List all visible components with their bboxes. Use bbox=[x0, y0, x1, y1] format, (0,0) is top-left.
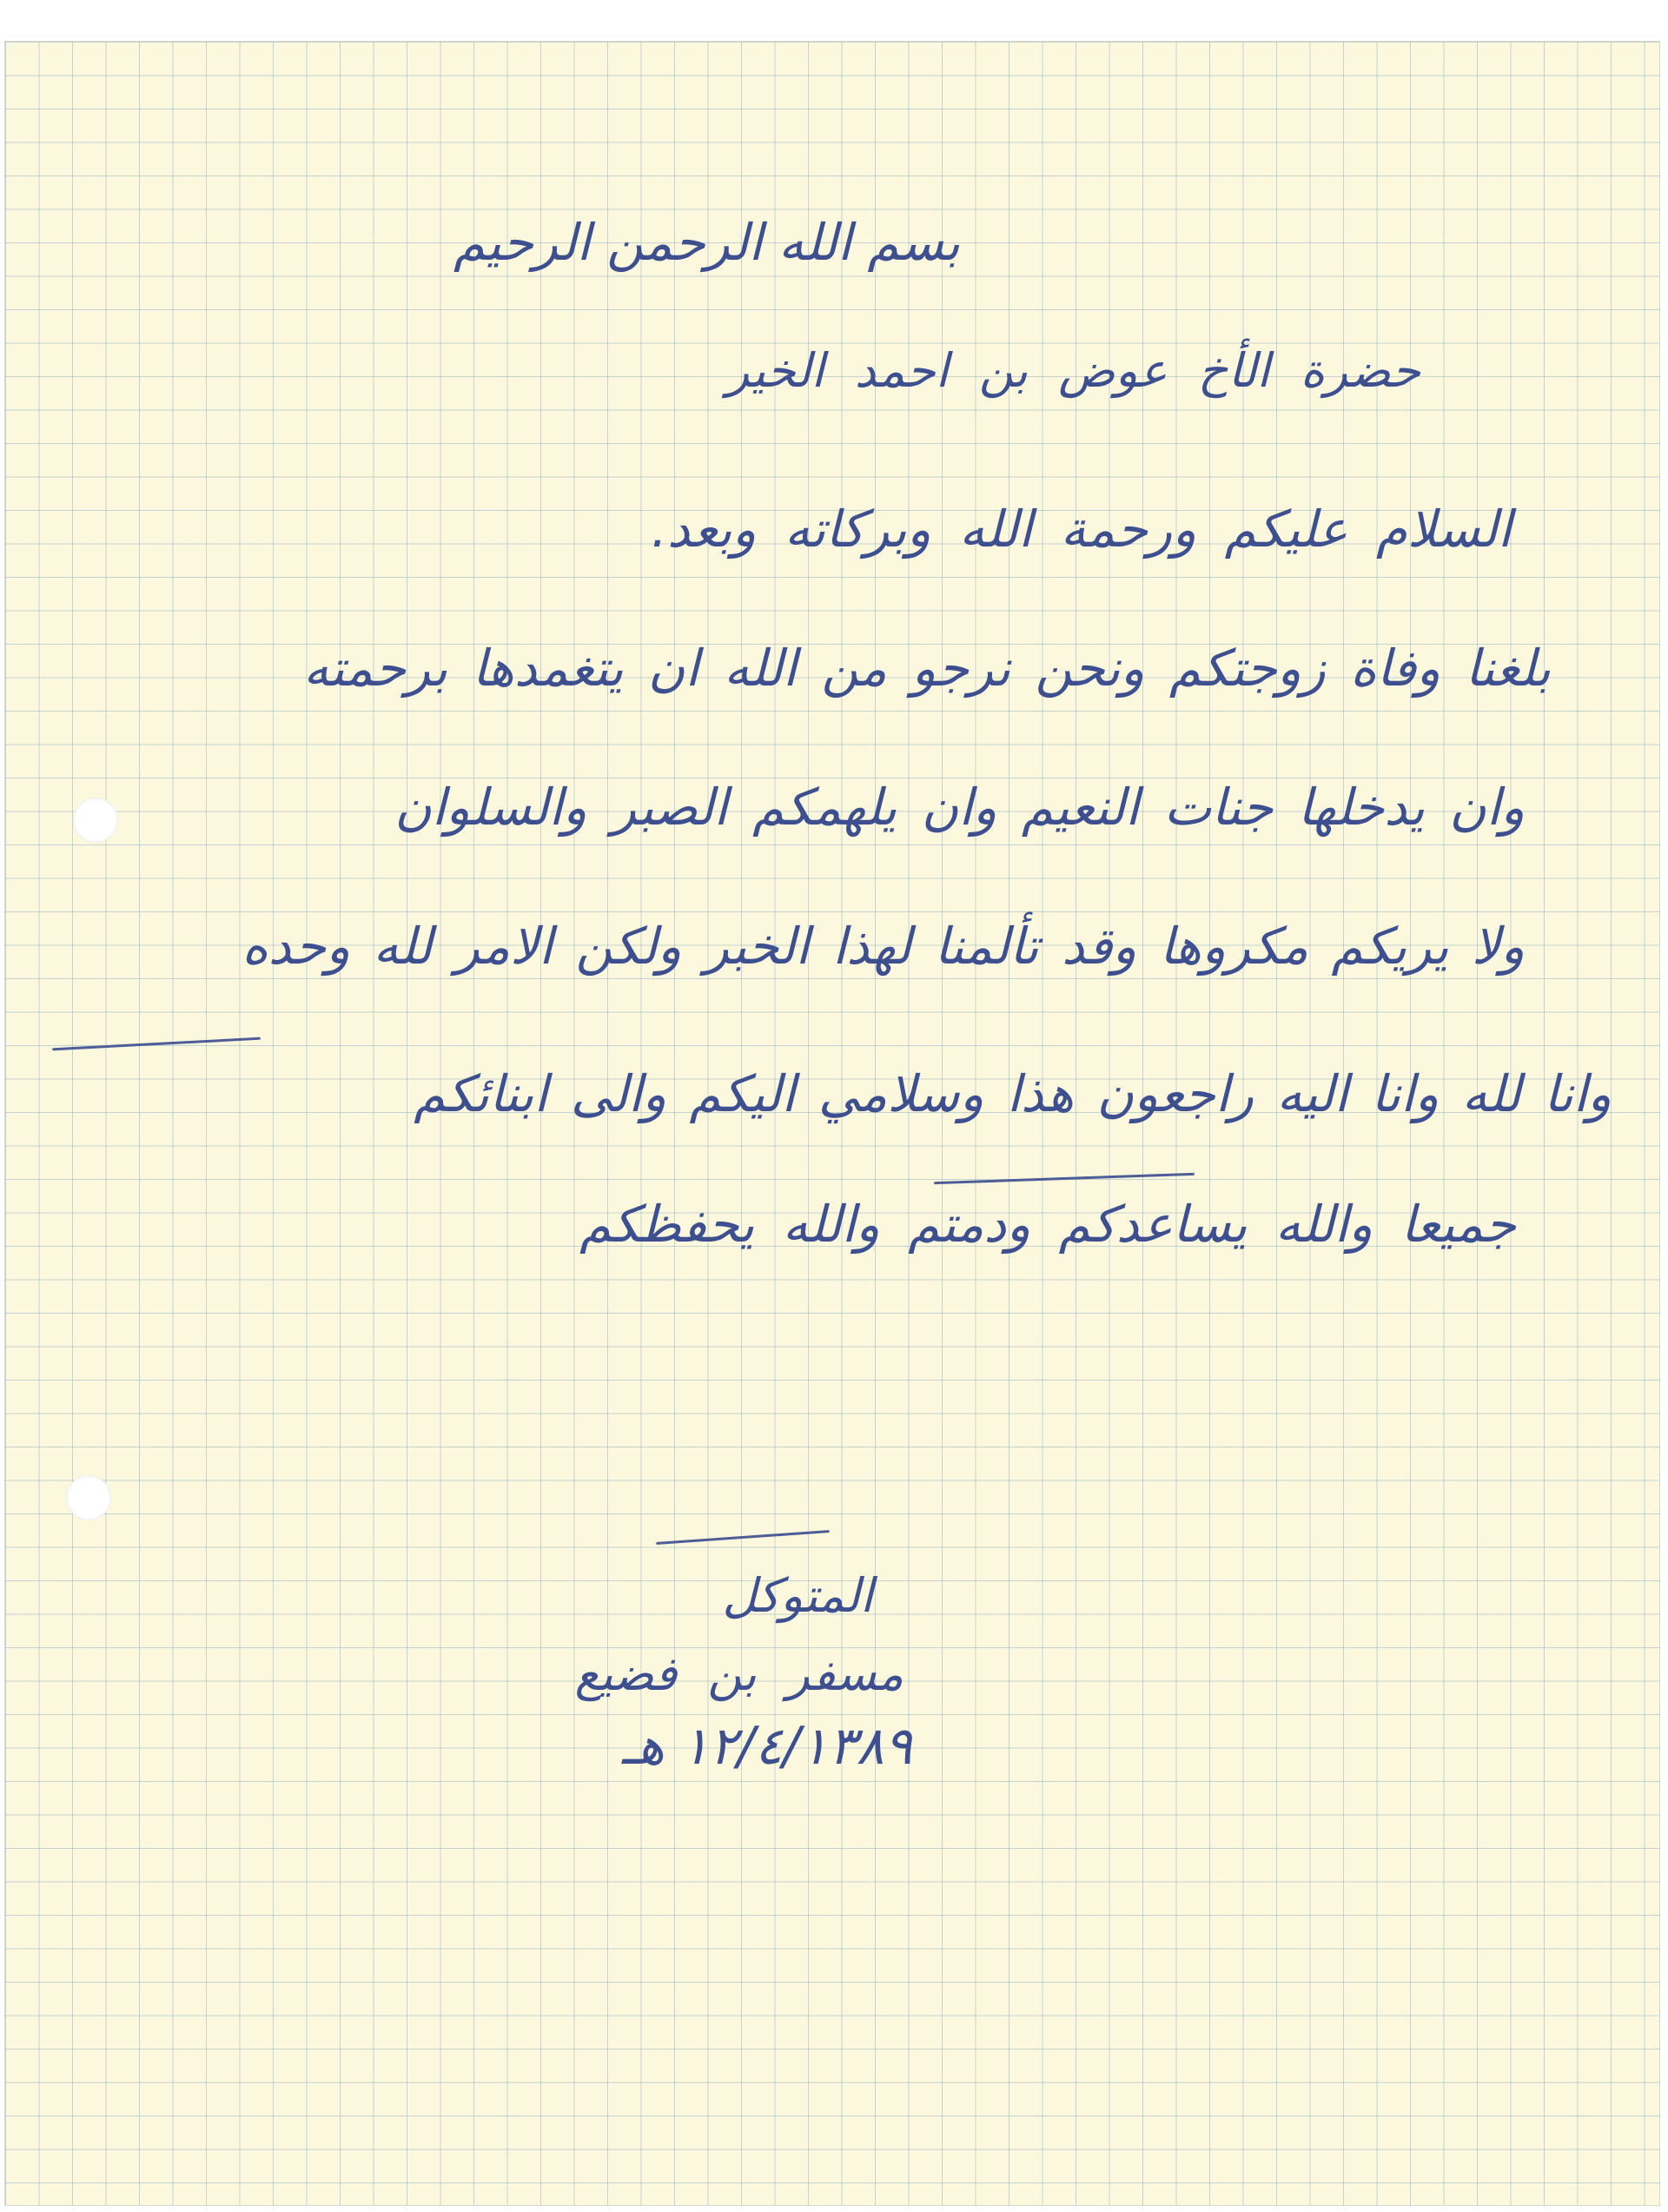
body-line-3: ولا يريكم مكروها وقد تألمنا لهذا الخبر ولكن الامر لله وحده bbox=[242, 917, 1525, 976]
signature-name: مسفر بن فضيع bbox=[574, 1646, 904, 1701]
signature-flourish bbox=[656, 1530, 830, 1545]
basmala: بسم الله الرحمن الرحيم bbox=[453, 213, 960, 272]
signature-title: المتوكل bbox=[722, 1568, 873, 1623]
recipient-line: حضرة الأخ عوض بن احمد الخير bbox=[726, 343, 1420, 398]
body-line-1: بلغنا وفاة زوجتكم ونحن نرجو من الله ان يتغمدها برحمته bbox=[303, 639, 1551, 698]
pen-stroke-decoration bbox=[934, 1173, 1195, 1184]
greeting-line: السلام عليكم ورحمة الله وبركاته وبعد. bbox=[651, 500, 1512, 559]
pen-stroke-decoration bbox=[52, 1037, 261, 1051]
signature-date: ١٢/٤/١٣٨٩ هـ bbox=[621, 1716, 912, 1777]
body-line-5: جميعا والله يساعدكم ودمتم والله يحفظكم bbox=[579, 1195, 1516, 1254]
body-line-2: وان يدخلها جنات النعيم وان يلهمكم الصبر والسلوان bbox=[394, 778, 1525, 837]
body-line-4: وانا لله وانا اليه راجعون هذا وسلامي اليكم والى ابنائكم bbox=[414, 1064, 1612, 1123]
